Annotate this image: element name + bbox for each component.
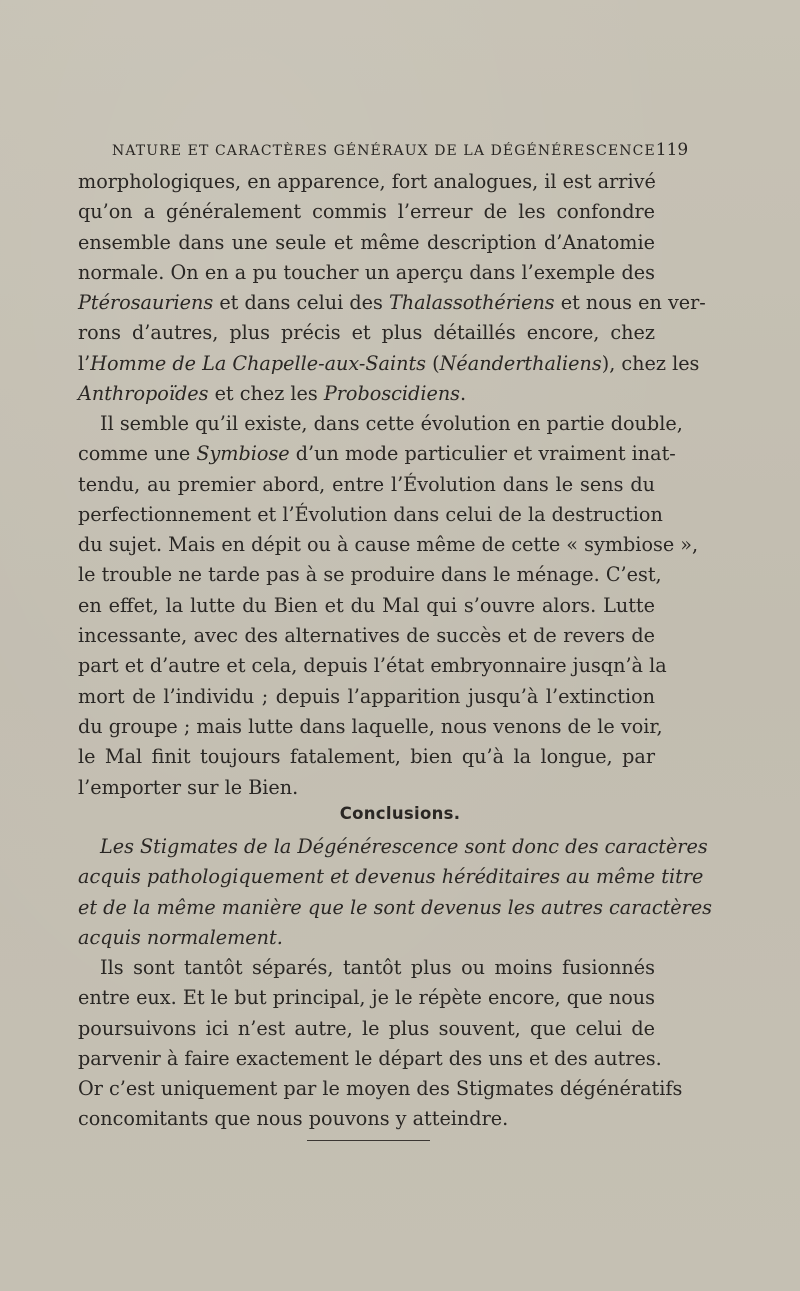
text-line bbox=[78, 470, 655, 500]
running-head-title: NATURE ET CARACTÈRES GÉNÉRAUX DE LA DÉGÉNÉRESCENCE bbox=[112, 143, 656, 159]
paragraph-stigmates bbox=[78, 953, 683, 1135]
text-line bbox=[78, 651, 667, 681]
text-run: part et d’autre et cela, depuis l’état embryonnaire jusqn’à la bbox=[78, 654, 667, 678]
text-line bbox=[78, 349, 700, 379]
text-line bbox=[78, 439, 676, 469]
text-run: mort de l’individu ; depuis l’apparition jusqu’à l’extinction bbox=[78, 684, 655, 708]
closing-rule bbox=[307, 1140, 430, 1141]
text-line bbox=[78, 500, 663, 530]
text-run: en effet, la lutte du Bien et du Mal qui s’ouvre alors. Lutte bbox=[78, 593, 655, 617]
italic-run: Symbiose bbox=[196, 442, 290, 466]
text-run: rons d’autres, plus précis et plus détaillés encore, chez bbox=[78, 321, 655, 345]
text-line bbox=[78, 712, 663, 742]
text-line bbox=[78, 379, 655, 409]
text-run: parvenir à faire exactement le départ des uns et des autres. bbox=[78, 1046, 662, 1070]
paragraph-conclusion-italic bbox=[78, 832, 713, 953]
text-line bbox=[78, 893, 713, 923]
text-run: Il semble qu’il existe, dans cette évolution en partie double, bbox=[100, 412, 683, 435]
text-line bbox=[78, 530, 699, 560]
text-line bbox=[78, 318, 655, 348]
italic-run: acquis pathologiquement et devenus héréditaires au même titre bbox=[78, 865, 704, 889]
text-run: poursuivons ici n’est autre, le plus souvent, que celui de bbox=[78, 1016, 655, 1040]
text-run: et chez les bbox=[208, 382, 324, 406]
text-run: le trouble ne tarde pas à se produire dans le ménage. C’est, bbox=[78, 563, 662, 587]
italic-run: Les Stigmates de la Dégénérescence sont donc des caractères bbox=[100, 835, 708, 858]
running-head bbox=[112, 140, 689, 160]
text-run: Ils sont tantôt séparés, tantôt plus ou moins fusionnés bbox=[100, 956, 655, 979]
text-line bbox=[78, 258, 655, 288]
text-line bbox=[78, 923, 655, 953]
text-run: qu’on a généralement commis l’erreur de les confondre bbox=[78, 200, 655, 224]
text-line bbox=[78, 682, 655, 712]
italic-run: Homme de La Chapelle-aux-Saints bbox=[90, 351, 427, 375]
text-run: ), chez les bbox=[601, 351, 700, 375]
italic-run: Ptérosauriens bbox=[78, 291, 214, 315]
text-run: ( bbox=[426, 351, 440, 375]
text-run: ensemble dans une seule et même description d’Anatomie bbox=[78, 230, 655, 254]
italic-run: Proboscidiens bbox=[323, 382, 461, 406]
text-run: le Mal finit toujours fatalement, bien qu’à la longue, par bbox=[78, 745, 655, 769]
text-line bbox=[78, 832, 708, 862]
text-run: morphologiques, en apparence, fort analogues, il est arrivé bbox=[78, 170, 656, 193]
text-run: concomitants que nous pouvons y atteindre. bbox=[78, 1107, 509, 1131]
paragraph-symbiose bbox=[78, 409, 699, 803]
text-line bbox=[78, 1074, 683, 1104]
italic-run: Néanderthaliens bbox=[439, 351, 602, 375]
text-line bbox=[78, 862, 704, 892]
text-line bbox=[78, 1104, 655, 1134]
text-run: perfectionnement et l’Évolution dans celui de la destruction bbox=[78, 502, 663, 526]
italic-run: et de la même manière que le sont devenus les autres caractères bbox=[78, 895, 713, 919]
text-line bbox=[78, 621, 655, 651]
text-line bbox=[78, 1044, 662, 1074]
text-run: l’emporter sur le Bien. bbox=[78, 775, 299, 799]
text-run: Or c’est uniquement par le moyen des Stigmates dégénératifs bbox=[78, 1077, 683, 1101]
text-line bbox=[78, 773, 655, 803]
text-run: d’un mode particulier et vraiment inat- bbox=[289, 442, 676, 466]
text-run: comme une bbox=[78, 442, 197, 466]
italic-run: Anthropoïdes bbox=[78, 382, 209, 406]
italic-run: acquis normalement. bbox=[78, 925, 283, 949]
text-run: normale. On en a pu toucher un aperçu dans l’exemple des bbox=[78, 260, 655, 284]
text-run: entre eux. Et le but principal, je le répète encore, que nous bbox=[78, 986, 655, 1010]
text-line bbox=[78, 983, 655, 1013]
text-run: du groupe ; mais lutte dans laquelle, nous venons de le voir, bbox=[78, 714, 663, 738]
text-line bbox=[78, 953, 655, 983]
text-run: et nous en ver- bbox=[554, 291, 706, 315]
text-line bbox=[78, 167, 655, 197]
text-line bbox=[78, 197, 655, 227]
text-run: l’ bbox=[78, 351, 91, 375]
paragraph-continuation bbox=[78, 167, 706, 409]
text-line bbox=[78, 1014, 655, 1044]
text-line bbox=[78, 288, 706, 318]
page-number: 119 bbox=[655, 140, 689, 160]
text-line bbox=[78, 228, 655, 258]
text-line bbox=[78, 560, 662, 590]
text-run: et dans celui des bbox=[213, 291, 389, 315]
text-run: . bbox=[460, 382, 467, 406]
text-line bbox=[78, 409, 683, 439]
italic-run: Thalassothériens bbox=[388, 291, 555, 315]
section-heading: Conclusions. bbox=[339, 804, 461, 823]
text-run: tendu, au premier abord, entre l’Évolution dans le sens du bbox=[78, 472, 655, 496]
text-run: incessante, avec des alternatives de succès et de revers de bbox=[78, 624, 655, 648]
text-line bbox=[78, 742, 655, 772]
text-line bbox=[78, 591, 655, 621]
text-run: du sujet. Mais en dépit ou à cause même de cette « symbiose », bbox=[78, 533, 699, 557]
